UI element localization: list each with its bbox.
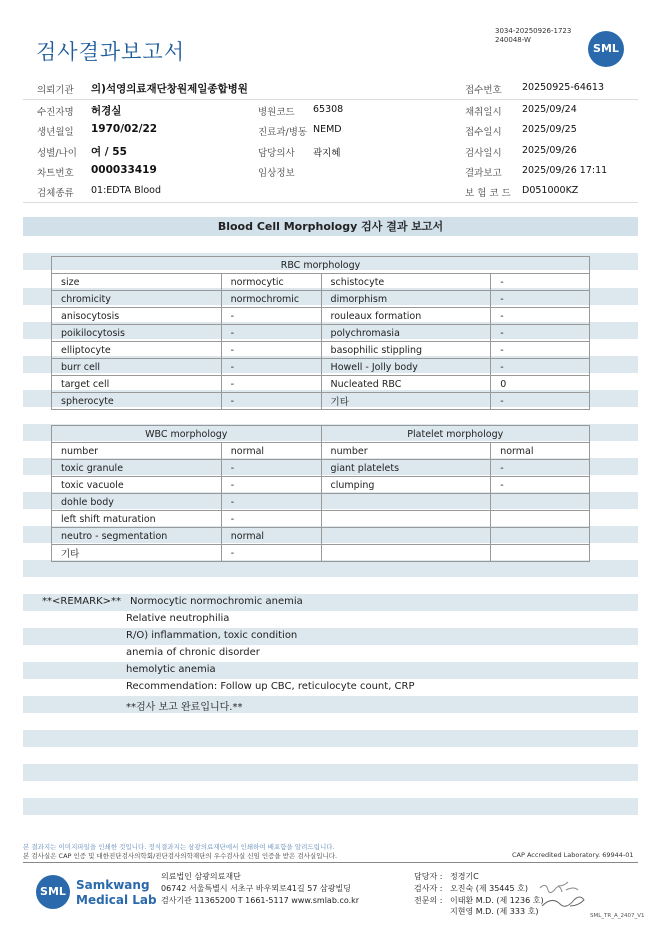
platelet-item bbox=[321, 511, 491, 528]
table-row bbox=[52, 443, 590, 460]
wbc-item: toxic granule bbox=[52, 460, 222, 477]
table-row bbox=[52, 393, 590, 410]
value-receipt-date: 2025/09/25 bbox=[522, 124, 577, 135]
value-test-date: 2025/09/26 bbox=[522, 145, 577, 156]
staff-label: 담당자 : bbox=[414, 872, 443, 881]
platelet-result: - bbox=[491, 477, 590, 494]
rbc-result: normocytic bbox=[221, 274, 321, 291]
remark-line: R/O) inflammation, toxic condition bbox=[126, 630, 298, 641]
wbc-result: - bbox=[221, 460, 321, 477]
rbc-item: polychromasia bbox=[321, 325, 491, 342]
staff-value: 오진숙 (제 35445 호) bbox=[450, 884, 528, 893]
background-stripe bbox=[23, 662, 638, 679]
accreditation-notice: 본 검사실은 CAP 인증 및 대한진단검사의학회/진단검사의학재단의 우수검사실 신임 인증을 받은 검사실입니다. bbox=[23, 852, 338, 860]
label-receipt-number: 접수번호 bbox=[465, 85, 502, 96]
label-hospital-code: 병원코드 bbox=[258, 107, 295, 118]
form-code: SML_TR_A_2407_V1 bbox=[590, 913, 645, 919]
label-birth-date: 생년월일 bbox=[37, 127, 74, 138]
rbc-item: anisocytosis bbox=[52, 308, 222, 325]
wbc-item: number bbox=[52, 443, 222, 460]
rbc-item: basophilic stippling bbox=[321, 342, 491, 359]
label-insurance-code: 보 험 코 드 bbox=[465, 188, 511, 199]
sml-logo-icon: SML bbox=[588, 31, 624, 67]
value-chart-number: 000033419 bbox=[91, 164, 157, 176]
table-row bbox=[52, 308, 590, 325]
platelet-result bbox=[491, 545, 590, 562]
rbc-item: rouleaux formation bbox=[321, 308, 491, 325]
remark-line: Normocytic normochromic anemia bbox=[130, 596, 303, 607]
rbc-result: - bbox=[491, 291, 590, 308]
wbc-item: 기타 bbox=[52, 545, 222, 562]
info-row-3 bbox=[23, 121, 638, 141]
value-requesting-institution: 의)석영의료재단창원제일종합병원 bbox=[91, 83, 248, 95]
info-row-6 bbox=[23, 182, 638, 203]
staff-label: 검사자 : bbox=[414, 884, 443, 893]
info-row-2 bbox=[23, 101, 638, 121]
brand-name-line2: Medical Lab bbox=[76, 893, 157, 907]
staff-label: 전문의 : bbox=[414, 896, 443, 905]
label-result-report: 결과보고 bbox=[465, 168, 502, 179]
background-stripe bbox=[23, 798, 638, 815]
rbc-result: - bbox=[221, 393, 321, 410]
section-title: Blood Cell Morphology 검사 결과 보고서 bbox=[23, 217, 638, 236]
sml-footer-logo-icon: SML bbox=[36, 875, 70, 909]
platelet-item: giant platelets bbox=[321, 460, 491, 477]
platelet-result: - bbox=[491, 460, 590, 477]
rbc-item: Howell - Jolly body bbox=[321, 359, 491, 376]
table-row bbox=[52, 494, 590, 511]
label-patient-name: 수진자명 bbox=[37, 107, 74, 118]
rbc-result: - bbox=[491, 359, 590, 376]
info-row-1 bbox=[23, 79, 638, 100]
rbc-result: - bbox=[221, 359, 321, 376]
label-department: 진료과/병동 bbox=[258, 127, 308, 138]
document-code bbox=[495, 27, 571, 45]
org-contact: 검사기관 11365200 T 1661-5117 www.smlab.co.kr bbox=[161, 896, 360, 905]
staff-value: 이태환 M.D. (제 1236 호) bbox=[450, 896, 544, 905]
document-code-line2: 240048-W bbox=[495, 36, 531, 44]
info-row-5 bbox=[23, 162, 638, 182]
background-stripe bbox=[23, 764, 638, 781]
rbc-item: dimorphism bbox=[321, 291, 491, 308]
label-requesting-institution: 의뢰기관 bbox=[37, 85, 74, 96]
label-test-date: 검사일시 bbox=[465, 148, 502, 159]
label-collection-date: 채취일시 bbox=[465, 107, 502, 118]
rbc-result: - bbox=[491, 325, 590, 342]
staff-value: 정경기C bbox=[450, 872, 479, 881]
remark-line: **검사 보고 완료입니다.** bbox=[126, 702, 243, 713]
table-row bbox=[52, 291, 590, 308]
label-specimen-type: 검체종류 bbox=[37, 188, 74, 199]
wbc-result: - bbox=[221, 494, 321, 511]
value-sex-age: 여 / 55 bbox=[91, 146, 127, 158]
rbc-result: - bbox=[491, 274, 590, 291]
table-row bbox=[52, 342, 590, 359]
table-row bbox=[52, 376, 590, 393]
value-insurance-code: D051000KZ bbox=[522, 185, 579, 196]
remark-line: anemia of chronic disorder bbox=[126, 647, 260, 658]
value-physician: 곽지혜 bbox=[313, 148, 341, 159]
table-row bbox=[52, 511, 590, 528]
rbc-item: schistocyte bbox=[321, 274, 491, 291]
rbc-item: size bbox=[52, 274, 222, 291]
wbc-item: toxic vacuole bbox=[52, 477, 222, 494]
remark-line: Recommendation: Follow up CBC, reticulocyte count, CRP bbox=[126, 681, 415, 692]
rbc-morphology-table bbox=[51, 256, 590, 410]
rbc-result: normochromic bbox=[221, 291, 321, 308]
value-collection-date: 2025/09/24 bbox=[522, 104, 577, 115]
remark-label: **<REMARK>** bbox=[42, 596, 121, 607]
rbc-item: spherocyte bbox=[52, 393, 222, 410]
image-print-notice: 본 결과지는 이미지파일을 인쇄한 것입니다. 정식결과지는 삼광의료재단에서 인쇄하여 배포함을 알려드립니다. bbox=[23, 843, 335, 851]
value-result-report: 2025/09/26 17:11 bbox=[522, 165, 608, 176]
cap-accreditation: CAP Accredited Laboratory. 69944-01 bbox=[512, 851, 634, 859]
footer-divider bbox=[23, 862, 638, 863]
label-clinical-info: 임상정보 bbox=[258, 168, 295, 179]
rbc-table-header: RBC morphology bbox=[52, 257, 590, 274]
rbc-result: - bbox=[491, 342, 590, 359]
wbc-result: - bbox=[221, 477, 321, 494]
wbc-result: - bbox=[221, 545, 321, 562]
table-row bbox=[52, 274, 590, 291]
label-physician: 담당의사 bbox=[258, 148, 295, 159]
rbc-item: target cell bbox=[52, 376, 222, 393]
rbc-result: - bbox=[221, 308, 321, 325]
rbc-result: - bbox=[491, 308, 590, 325]
document-code-line1: 3034-20250926-1723 bbox=[495, 27, 572, 35]
table-row bbox=[52, 545, 590, 562]
table-row bbox=[52, 460, 590, 477]
rbc-item: chromicity bbox=[52, 291, 222, 308]
rbc-item: burr cell bbox=[52, 359, 222, 376]
brand-name-line1: Samkwang bbox=[76, 878, 150, 892]
wbc-item: left shift maturation bbox=[52, 511, 222, 528]
wbc-table-header: WBC morphology bbox=[52, 426, 322, 443]
wbc-platelet-morphology-table bbox=[51, 425, 590, 562]
signature-icon bbox=[536, 878, 592, 914]
wbc-item: dohle body bbox=[52, 494, 222, 511]
wbc-item: neutro - segmentation bbox=[52, 528, 222, 545]
label-sex-age: 성별/나이 bbox=[37, 148, 77, 159]
platelet-result bbox=[491, 494, 590, 511]
report-title: 검사결과보고서 bbox=[36, 40, 186, 64]
table-row bbox=[52, 477, 590, 494]
background-stripe bbox=[23, 628, 638, 645]
wbc-result: normal bbox=[221, 528, 321, 545]
rbc-result: - bbox=[491, 393, 590, 410]
background-stripe bbox=[23, 560, 638, 577]
platelet-item bbox=[321, 494, 491, 511]
rbc-result: - bbox=[221, 342, 321, 359]
table-row bbox=[52, 325, 590, 342]
info-row-4 bbox=[23, 142, 638, 162]
rbc-item: poikilocytosis bbox=[52, 325, 222, 342]
platelet-table-header: Platelet morphology bbox=[321, 426, 589, 443]
table-row bbox=[52, 528, 590, 545]
org-address: 06742 서울특별시 서초구 바우뫼로41길 57 삼광빌딩 bbox=[161, 884, 351, 893]
wbc-result: - bbox=[221, 511, 321, 528]
wbc-result: normal bbox=[221, 443, 321, 460]
platelet-item: number bbox=[321, 443, 491, 460]
value-specimen-type: 01:EDTA Blood bbox=[91, 185, 162, 196]
rbc-result: - bbox=[221, 325, 321, 342]
rbc-item: Nucleated RBC bbox=[321, 376, 491, 393]
value-birth-date: 1970/02/22 bbox=[91, 123, 158, 135]
platelet-item bbox=[321, 528, 491, 545]
table-row bbox=[52, 359, 590, 376]
rbc-result: - bbox=[221, 376, 321, 393]
platelet-result bbox=[491, 528, 590, 545]
rbc-item: 기타 bbox=[321, 393, 491, 410]
label-receipt-date: 접수일시 bbox=[465, 127, 502, 138]
platelet-result bbox=[491, 511, 590, 528]
value-hospital-code: 65308 bbox=[313, 104, 344, 115]
rbc-result: 0 bbox=[491, 376, 590, 393]
staff-value: 지현영 M.D. (제 333 호) bbox=[450, 907, 539, 916]
background-stripe bbox=[23, 696, 638, 713]
label-chart-number: 차트번호 bbox=[37, 168, 74, 179]
value-patient-name: 허경실 bbox=[91, 105, 122, 117]
platelet-item bbox=[321, 545, 491, 562]
rbc-item: elliptocyte bbox=[52, 342, 222, 359]
platelet-item: clumping bbox=[321, 477, 491, 494]
background-stripe bbox=[23, 730, 638, 747]
org-name: 의료법인 삼광의료재단 bbox=[161, 872, 241, 881]
value-receipt-number: 20250925-64613 bbox=[522, 82, 605, 93]
remark-line: hemolytic anemia bbox=[126, 664, 216, 675]
value-department: NEMD bbox=[313, 124, 342, 135]
platelet-result: normal bbox=[491, 443, 590, 460]
remark-line: Relative neutrophilia bbox=[126, 613, 230, 624]
